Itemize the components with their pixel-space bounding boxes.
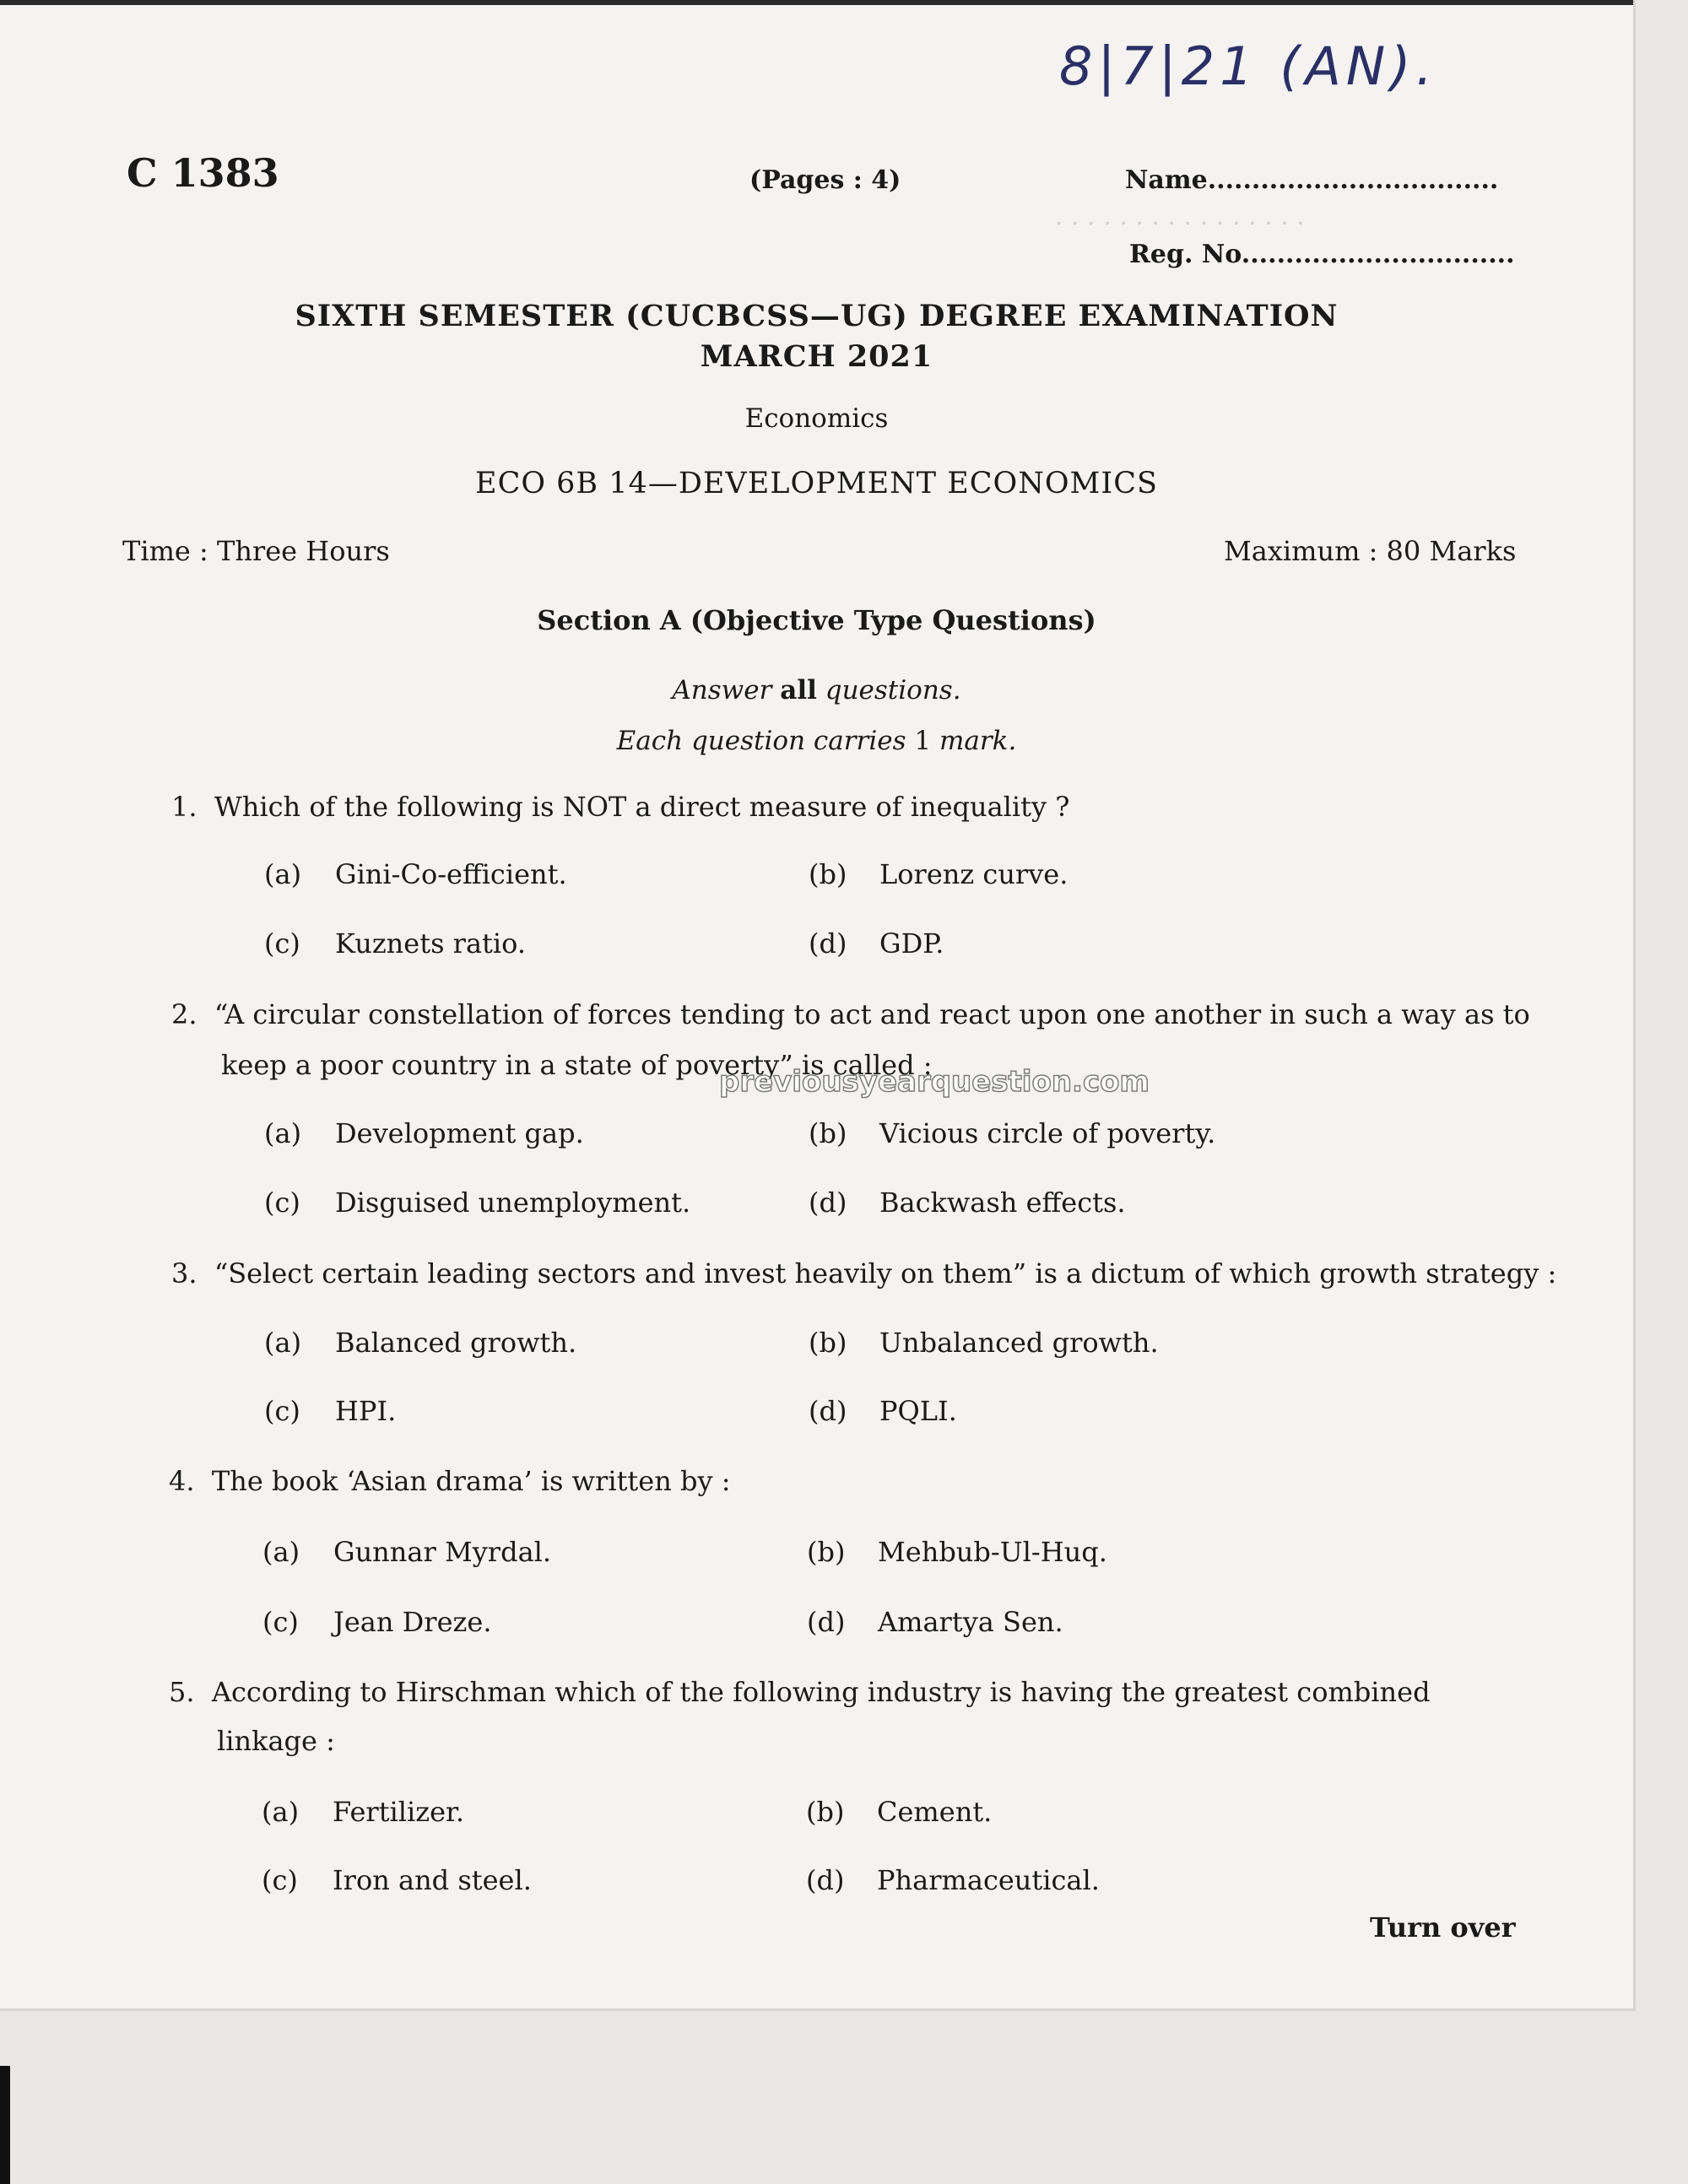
option-4c: (c) Jean Dreze. <box>262 1606 492 1638</box>
question-1: 1. Which of the following is NOT a direct measure of inequality ? <box>171 791 1070 823</box>
option-1c: (c) Kuznets ratio. <box>264 927 527 960</box>
option-4a: (a) Gunnar Myrdal. <box>262 1536 552 1568</box>
question-3: 3. “Select certain leading sectors and invest heavily on them” is a dictum of which growth strategy : <box>171 1257 1557 1289</box>
question-4: 4. The book ‘Asian drama’ is written by : <box>169 1465 731 1497</box>
option-1a: (a) Gini-Co-efficient. <box>264 858 567 890</box>
option-1d: (d) GDP. <box>809 927 944 960</box>
question-5-line-2: linkage : <box>217 1725 335 1757</box>
option-2c: (c) Disguised unemployment. <box>264 1187 691 1219</box>
option-4d: (d) Amartya Sen. <box>807 1606 1063 1638</box>
option-5b: (b) Cement. <box>806 1796 993 1828</box>
bleed-through-text: · · · · · · · · · · · · · · · · <box>1055 209 1305 239</box>
question-2-line-2: keep a poor country in a state of poverty” is called : <box>221 1049 933 1081</box>
name-field: Name................................. <box>1125 165 1499 195</box>
option-3d: (d) PQLI. <box>809 1395 957 1427</box>
option-5c: (c) Iron and steel. <box>262 1864 532 1896</box>
option-5a: (a) Fertilizer. <box>262 1796 464 1828</box>
option-2a: (a) Development gap. <box>264 1117 584 1149</box>
option-4b: (b) Mehbub-Ul-Huq. <box>807 1536 1107 1568</box>
paper-title: ECO 6B 14—DEVELOPMENT ECONOMICS <box>475 467 1158 500</box>
question-2: 2. “A circular constellation of forces tending to act and react upon one another in such a way as to <box>171 998 1530 1030</box>
option-5d: (d) Pharmaceutical. <box>806 1864 1100 1896</box>
question-5: 5. According to Hirschman which of the following industry is having the greatest combined <box>169 1676 1431 1708</box>
time-allowed: Time : Three Hours <box>122 535 390 567</box>
exam-date: MARCH 2021 <box>700 339 933 374</box>
watermark: previousyearquestion.com <box>719 1065 1150 1099</box>
page-count: (Pages : 4) <box>749 165 901 195</box>
subject: Economics <box>744 403 889 434</box>
option-1b: (b) Lorenz curve. <box>809 858 1069 890</box>
exam-title: SIXTH SEMESTER (CUCBCSS—UG) DEGREE EXAMINATION <box>295 299 1339 333</box>
instruction-marks: Each question carries 1 mark. <box>616 726 1017 756</box>
scan-top-edge <box>0 0 1633 5</box>
option-3a: (a) Balanced growth. <box>264 1327 577 1359</box>
option-3c: (c) HPI. <box>264 1395 397 1427</box>
instruction-answer-all: Answer all questions. <box>672 675 961 705</box>
paper-code: C 1383 <box>127 150 279 196</box>
turn-over-note: Turn over <box>1370 1911 1516 1943</box>
handwritten-date: 8|7|21 (AN). <box>1059 35 1438 97</box>
reg-number-field: Reg. No............................... <box>1129 240 1515 269</box>
section-heading: Section A (Objective Type Questions) <box>537 604 1096 636</box>
option-3b: (b) Unbalanced growth. <box>809 1327 1159 1359</box>
option-2b: (b) Vicious circle of poverty. <box>809 1117 1216 1149</box>
maximum-marks: Maximum : 80 Marks <box>1224 535 1517 567</box>
scan-left-edge <box>0 2066 10 2184</box>
option-2d: (d) Backwash effects. <box>809 1187 1126 1219</box>
